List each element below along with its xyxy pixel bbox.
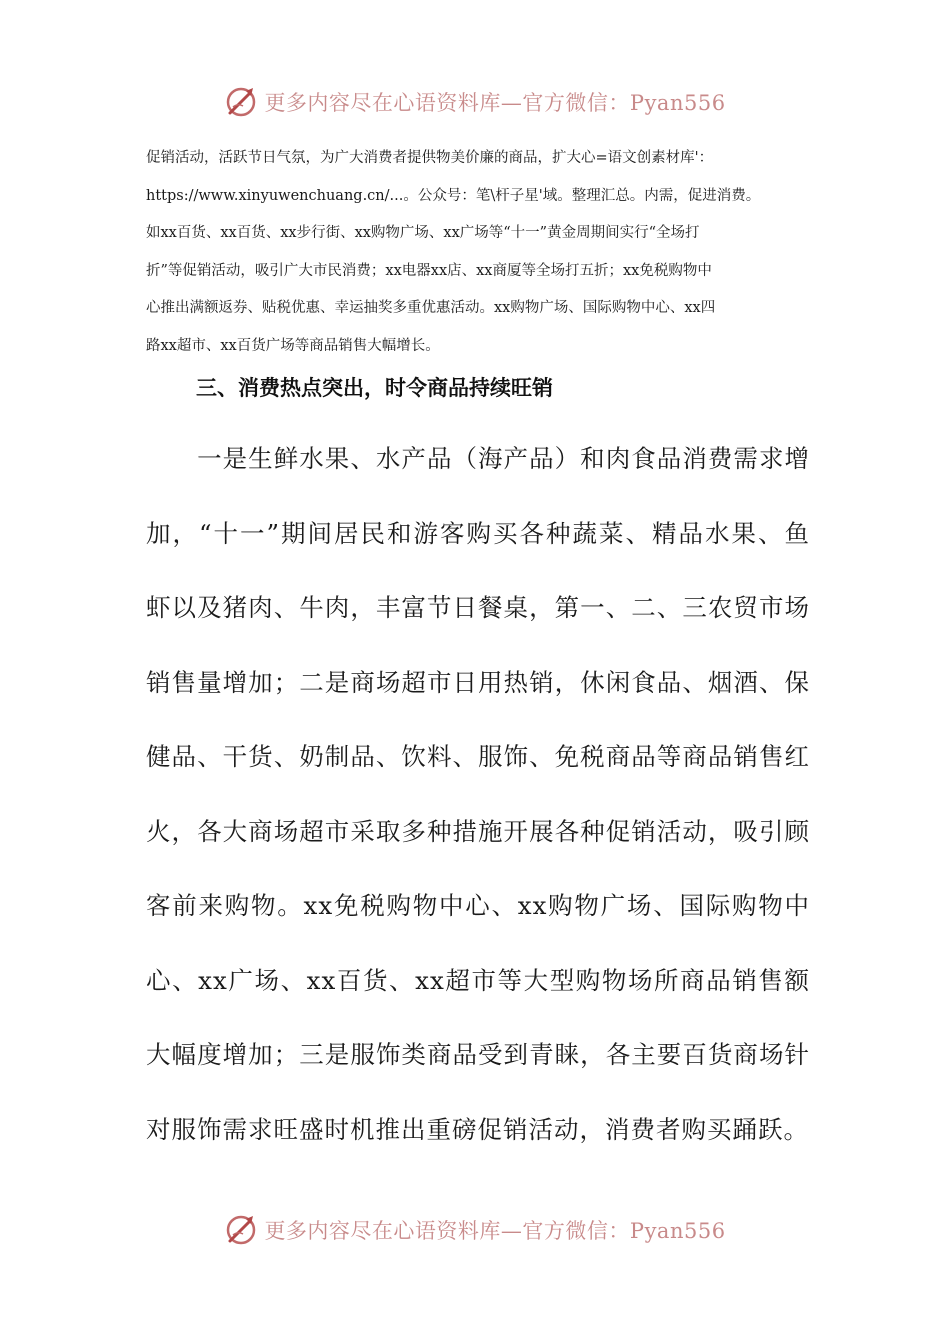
body-line: 心、xx广场、xx百货、xx超市等大型购物场所商品销售额 xyxy=(146,965,810,995)
body-line: 大幅度增加；三是服饰类商品受到青睐，各主要百货商场针 xyxy=(146,1040,810,1069)
body-line: 客前来购物。xx免税购物中心、xx购物广场、国际购物中 xyxy=(146,891,810,920)
intro-line: 路xx超市、xx百货广场等商品销售大幅增长。 xyxy=(146,337,440,354)
header-banner-text: 更多内容尽在心语资料库—官方微信：Pyan556 xyxy=(264,91,726,115)
intro-line: 心推出满额返券、贴税优惠、幸运抽奖多重优惠活动。xx购物广场、国际购物中心、xx四 xyxy=(146,300,716,317)
intro-line: 折”等促销活动，吸引广大市民消费；xx电器xx店、xx商厦等全场打五折；xx免税购物中 xyxy=(146,262,712,279)
body-line: 虾以及猪肉、牛肉，丰富节日餐桌，第一、二、三农贸市场 xyxy=(146,593,810,622)
intro-line: 如xx百货、xx百货、xx步行街、xx购物广场、xx广场等“十一”黄金周期间实行“全场打 xyxy=(146,225,700,242)
header-banner xyxy=(0,82,950,122)
body-paragraph xyxy=(146,434,810,1179)
footer-banner-text: 更多内容尽在心语资料库—官方微信：Pyan556 xyxy=(264,1219,726,1243)
body-line: 健品、干货、奶制品、饮料、服饰、免税商品等商品销售红 xyxy=(146,742,810,771)
intro-line: https://www.xinyuwenchuang.cn/...。公众号：笔\杆子星'域。整理汇总。内需，促进消费。 xyxy=(146,187,761,204)
pen-logo-icon xyxy=(224,85,258,119)
body-line: 加，“十一”期间居民和游客购买各种蔬菜、精品水果、鱼 xyxy=(146,518,810,548)
body-line: 销售量增加；二是商场超市日用热销，休闲食品、烟酒、保 xyxy=(146,667,810,697)
intro-paragraph xyxy=(146,140,810,366)
section-heading: 三、消费热点突出，时令商品持续旺销 xyxy=(196,376,553,400)
body-line: 火，各大商场超市采取多种措施开展各种促销活动，吸引顾 xyxy=(146,816,810,846)
body-line: 对服饰需求旺盛时机推出重磅促销活动，消费者购买踊跃。 xyxy=(146,1114,809,1144)
intro-line: 促销活动，活跃节日气氛，为广大消费者提供物美价廉的商品，扩大心=语文创素材库'： xyxy=(146,150,714,166)
footer-banner xyxy=(0,1210,950,1250)
body-line: 一是生鲜水果、水产品（海产品）和肉食品消费需求增 xyxy=(146,444,810,473)
pen-logo-icon xyxy=(224,1213,258,1247)
